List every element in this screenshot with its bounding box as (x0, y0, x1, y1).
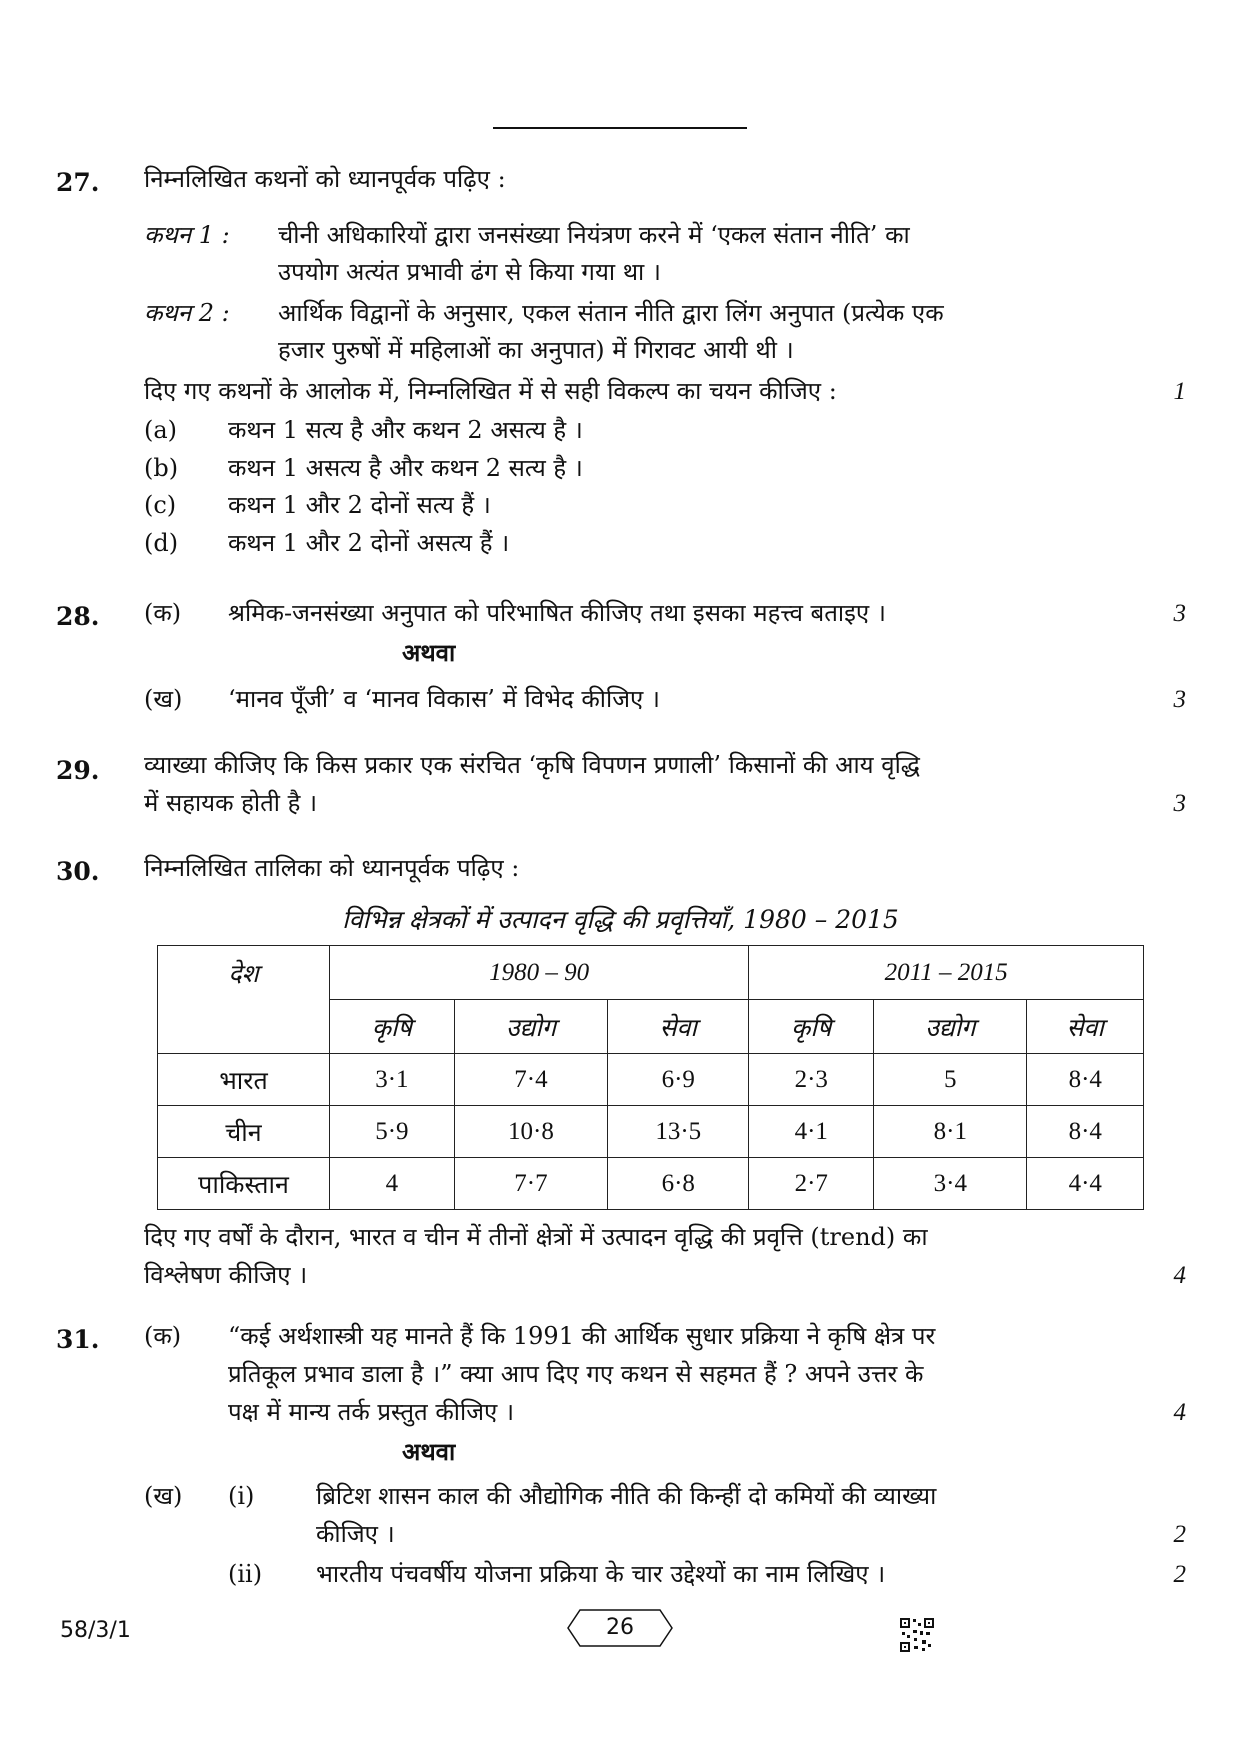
part-a-label: (क) (144, 599, 182, 627)
question-text: दिए गए वर्षों के दौरान, भारत व चीन में तीनों क्षेत्रों में उत्पादन वृद्धि की प्रवृत्ति (trend) का (144, 1223, 928, 1251)
marks: 4 (1173, 1262, 1186, 1289)
table-cell: 4·1 (749, 1106, 874, 1158)
table-cell: 13·5 (608, 1106, 749, 1158)
table-cell: 10·8 (454, 1106, 607, 1158)
table-cell: 4·4 (1027, 1158, 1144, 1210)
table-cell-country: चीन (158, 1106, 330, 1158)
table-row (158, 1054, 1144, 1106)
table-header-sector: सेवा (608, 1000, 749, 1054)
part-a-label: (क) (144, 1322, 182, 1350)
statement-1-text: चीनी अधिकारियों द्वारा जनसंख्या नियंत्रण करने में ‘एकल संतान नीति’ का (278, 221, 910, 249)
table-cell: 6·9 (608, 1054, 749, 1106)
marks: 4 (1173, 1399, 1186, 1426)
table-cell: 2·7 (749, 1158, 874, 1210)
part-a-text: पक्ष में मान्य तर्क प्रस्तुत कीजिए । (228, 1398, 515, 1426)
question-number: 29. (56, 756, 100, 785)
table-header-sector: सेवा (1027, 1000, 1144, 1054)
or-divider: अथवा (402, 1437, 456, 1466)
statement-2-text: हजार पुरुषों में महिलाओं का अनुपात) में गिरावट आयी थी । (278, 336, 794, 364)
question-31 (56, 1322, 1186, 1595)
top-divider (493, 127, 747, 129)
option-label: (b) (144, 454, 179, 482)
question-number: 30. (56, 857, 100, 886)
table-cell: 4 (330, 1158, 455, 1210)
marks: 2 (1173, 1561, 1186, 1588)
question-28 (56, 599, 1186, 722)
option-label: (c) (144, 491, 177, 519)
part-b-label: (ख) (144, 1482, 183, 1510)
marks: 3 (1173, 600, 1186, 627)
option-label: (d) (144, 529, 179, 557)
part-b-text: ‘मानव पूँजी’ व ‘मानव विकास’ में विभेद कीजिए । (228, 685, 661, 713)
table-header-sector: उद्योग (454, 1000, 607, 1054)
table-cell: 7·4 (454, 1054, 607, 1106)
option-text: कथन 1 सत्य है और कथन 2 असत्य है । (228, 416, 583, 444)
question-text: विश्लेषण कीजिए । (144, 1261, 308, 1289)
table-cell: 3·1 (330, 1054, 455, 1106)
question-intro: निम्नलिखित तालिका को ध्यानपूर्वक पढ़िए : (144, 854, 520, 882)
table-cell: 6·8 (608, 1158, 749, 1210)
question-30 (56, 854, 1186, 887)
part-b-label: (ख) (144, 685, 183, 713)
part-a-text: “कई अर्थशास्त्री यह मानते हैं कि 1991 की आर्थिक सुधार प्रक्रिया ने कृषि क्षेत्र पर (228, 1322, 936, 1350)
page-number: 26 (606, 1615, 634, 1640)
statement-2-label: कथन 2 : (144, 299, 230, 327)
table-header-sector: कृषि (749, 1000, 874, 1054)
growth-table (157, 945, 1144, 1210)
statement-1-text: उपयोग अत्यंत प्रभावी ढंग से किया गया था । (278, 258, 661, 286)
statement-2-text: आर्थिक विद्वानों के अनुसार, एकल संतान नीति द्वारा लिंग अनुपात (प्रत्येक एक (278, 299, 944, 327)
table-header-period: 1980 – 90 (330, 946, 749, 1000)
page-number-badge (566, 1608, 674, 1648)
subpart-text: कीजिए । (316, 1520, 395, 1548)
or-divider: अथवा (402, 638, 456, 667)
option-text: कथन 1 असत्य है और कथन 2 सत्य है । (228, 454, 583, 482)
question-intro: निम्नलिखित कथनों को ध्यानपूर्वक पढ़िए : (144, 165, 506, 193)
question-number: 28. (56, 602, 100, 631)
table-caption: विभिन्न क्षेत्रकों में उत्पादन वृद्धि की प्रवृत्तियाँ, 1980 – 2015 (342, 905, 899, 934)
question-27 (56, 165, 1186, 568)
table-cell: 8·4 (1027, 1054, 1144, 1106)
marks: 3 (1173, 686, 1186, 713)
table-cell: 8·1 (874, 1106, 1027, 1158)
marks: 2 (1173, 1521, 1186, 1548)
table-cell-country: पाकिस्तान (158, 1158, 330, 1210)
question-text: में सहायक होती है । (144, 789, 318, 817)
table-header-country: देश (158, 946, 330, 1054)
statement-1-label: कथन 1 : (144, 221, 230, 249)
table-row (158, 1106, 1144, 1158)
option-text: कथन 1 और 2 दोनों सत्य हैं । (228, 491, 491, 519)
subpart-text: ब्रिटिश शासन काल की औद्योगिक नीति की किन्हीं दो कमियों की व्याख्या (316, 1482, 937, 1510)
subpart-text: भारतीय पंचवर्षीय योजना प्रक्रिया के चार उद्देश्यों का नाम लिखिए । (316, 1560, 886, 1588)
table-cell: 5 (874, 1054, 1027, 1106)
marks: 1 (1173, 378, 1186, 405)
qr-code-icon (900, 1618, 934, 1652)
table-cell: 7·7 (454, 1158, 607, 1210)
paper-code: 58/3/1 (60, 1618, 131, 1643)
table-cell: 8·4 (1027, 1106, 1144, 1158)
subpart-label: (i) (228, 1482, 255, 1510)
table-row (158, 1158, 1144, 1210)
option-label: (a) (144, 416, 178, 444)
question-text: व्याख्या कीजिए कि किस प्रकार एक संरचित ‘कृषि विपणन प्रणाली’ किसानों की आय वृद्धि (144, 751, 920, 779)
table-header-sector: उद्योग (874, 1000, 1027, 1054)
part-a-text: प्रतिकूल प्रभाव डाला है ।” क्या आप दिए गए कथन से सहमत हैं ? अपने उत्तर के (228, 1360, 924, 1388)
marks: 3 (1173, 790, 1186, 817)
question-number: 31. (56, 1325, 100, 1354)
question-instruction: दिए गए कथनों के आलोक में, निम्नलिखित में से सही विकल्प का चयन कीजिए : (144, 377, 837, 405)
subpart-label: (ii) (228, 1560, 263, 1588)
table-cell: 3·4 (874, 1158, 1027, 1210)
table-cell-country: भारत (158, 1054, 330, 1106)
question-29 (56, 751, 1186, 836)
table-cell: 2·3 (749, 1054, 874, 1106)
table-header-period: 2011 – 2015 (749, 946, 1144, 1000)
option-text: कथन 1 और 2 दोनों असत्य हैं । (228, 529, 510, 557)
part-a-text: श्रमिक-जनसंख्या अनुपात को परिभाषित कीजिए तथा इसका महत्त्व बताइए । (228, 599, 886, 627)
question-number: 27. (56, 168, 100, 197)
question-30-task (56, 1220, 1186, 1310)
table-header-sector: कृषि (330, 1000, 455, 1054)
table-cell: 5·9 (330, 1106, 455, 1158)
